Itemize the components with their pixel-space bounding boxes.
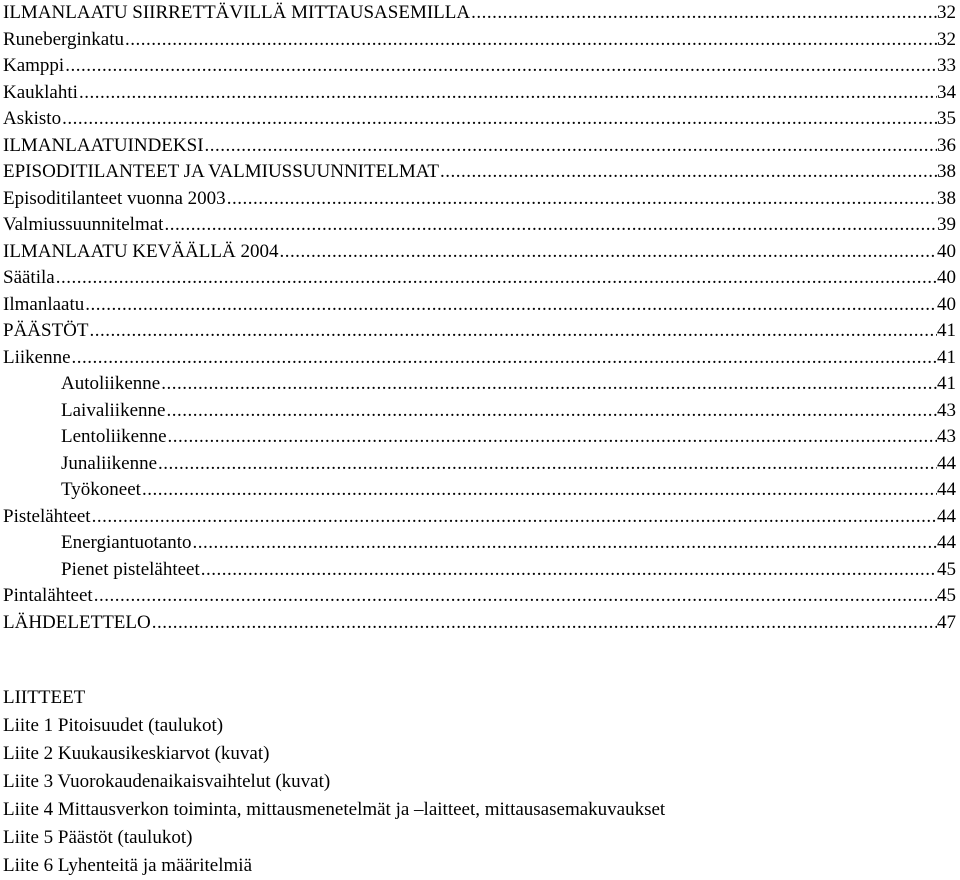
toc-entry-label: Episoditilanteet vuonna 2003 bbox=[3, 187, 226, 209]
toc-entry-page-number: 47 bbox=[937, 611, 956, 633]
appendix-item: Liite 6 Lyhenteitä ja määritelmiä bbox=[3, 855, 253, 876]
toc-entry-label: Liikenne bbox=[3, 346, 71, 368]
toc-entry[interactable] bbox=[3, 212, 956, 239]
toc-entry-page-number: 43 bbox=[937, 399, 956, 421]
toc-dot-leader bbox=[470, 0, 937, 27]
toc-entry[interactable] bbox=[3, 398, 956, 425]
toc-entry-label: Askisto bbox=[3, 108, 62, 129]
toc-entry-page-number: 32 bbox=[937, 2, 956, 23]
toc-entry[interactable] bbox=[3, 0, 956, 27]
toc-dot-leader bbox=[71, 345, 937, 372]
toc-entry[interactable] bbox=[3, 477, 956, 504]
toc-entry-page-number: 44 bbox=[937, 532, 956, 553]
toc-dot-leader bbox=[64, 53, 937, 80]
toc-entry-label: Säätila bbox=[3, 267, 55, 288]
toc-entry-label: Valmiussuunnitelmat bbox=[3, 214, 164, 235]
appendix-item: Liite 5 Päästöt (taulukot) bbox=[3, 827, 193, 848]
toc-entry[interactable] bbox=[3, 583, 956, 610]
appendix-section bbox=[3, 684, 956, 880]
appendix-item: Liite 3 Vuorokaudenaikaisvaihtelut (kuvat) bbox=[3, 771, 331, 792]
toc-entry[interactable] bbox=[3, 80, 956, 107]
toc-entry[interactable] bbox=[3, 345, 956, 372]
toc-entry-page-number: 41 bbox=[937, 373, 956, 394]
toc-entry-page-number: 45 bbox=[937, 558, 956, 580]
toc-dot-leader bbox=[278, 239, 937, 266]
appendix-list bbox=[3, 712, 956, 880]
toc-entry-page-number: 41 bbox=[937, 320, 956, 341]
toc-entry[interactable] bbox=[3, 27, 956, 54]
toc-entry-page-number: 33 bbox=[937, 55, 956, 76]
toc-entry[interactable] bbox=[3, 451, 956, 478]
toc-entry-label: Ilmanlaatu bbox=[3, 293, 85, 315]
toc-entry-page-number: 36 bbox=[937, 134, 956, 156]
toc-entry-page-number: 44 bbox=[937, 452, 956, 474]
toc-dot-leader bbox=[141, 477, 937, 504]
appendix-item: Liite 2 Kuukausikeskiarvot (kuvat) bbox=[3, 743, 270, 764]
toc-entry-label: LÄHDELETTELO bbox=[3, 611, 151, 633]
toc-dot-leader bbox=[55, 265, 937, 292]
toc-entry-page-number: 38 bbox=[937, 161, 956, 182]
toc-dot-leader bbox=[163, 212, 937, 239]
toc-entry-label: Kauklahti bbox=[3, 81, 78, 103]
toc-entry-label: PÄÄSTÖT bbox=[3, 320, 89, 341]
toc-entry[interactable] bbox=[3, 610, 956, 637]
toc-entry-page-number: 39 bbox=[937, 214, 956, 235]
toc-entry-page-number: 38 bbox=[937, 187, 956, 209]
toc-dot-leader bbox=[93, 583, 937, 610]
toc-entry[interactable] bbox=[3, 292, 956, 319]
toc-entry-page-number: 45 bbox=[937, 585, 956, 606]
toc-entry[interactable] bbox=[3, 424, 956, 451]
table-of-contents bbox=[3, 0, 956, 636]
toc-dot-leader bbox=[160, 371, 937, 398]
toc-entry-label: Työkoneet bbox=[61, 479, 141, 500]
toc-entry-label: Pintalähteet bbox=[3, 585, 93, 606]
toc-entry-label: Kamppi bbox=[3, 55, 65, 76]
toc-entry[interactable] bbox=[3, 159, 956, 186]
toc-entry-page-number: 35 bbox=[937, 108, 956, 129]
toc-entry-label: EPISODITILANTEET JA VALMIUSSUUNNITELMAT bbox=[3, 161, 439, 182]
toc-entry-page-number: 40 bbox=[937, 267, 956, 288]
toc-entry[interactable] bbox=[3, 318, 956, 345]
toc-entry[interactable] bbox=[3, 371, 956, 398]
toc-dot-leader bbox=[167, 424, 937, 451]
toc-dot-leader bbox=[124, 27, 937, 54]
toc-entry-page-number: 44 bbox=[937, 505, 956, 527]
toc-entry-label: Pienet pistelähteet bbox=[61, 558, 200, 580]
toc-entry[interactable] bbox=[3, 106, 956, 133]
toc-entry-label: Runeberginkatu bbox=[3, 28, 125, 50]
toc-entry[interactable] bbox=[3, 239, 956, 266]
toc-entry-page-number: 43 bbox=[937, 426, 956, 447]
toc-entry-page-number: 41 bbox=[937, 346, 956, 368]
toc-entry-page-number: 32 bbox=[937, 28, 956, 50]
toc-dot-leader bbox=[226, 186, 937, 213]
appendix-item: Liite 1 Pitoisuudet (taulukot) bbox=[3, 715, 224, 736]
toc-entry-label: ILMANLAATU SIIRRETTÄVILLÄ MITTAUSASEMILLA bbox=[3, 2, 471, 23]
toc-entry[interactable] bbox=[3, 53, 956, 80]
toc-dot-leader bbox=[78, 80, 937, 107]
toc-entry-label: Junaliikenne bbox=[61, 452, 158, 474]
toc-entry-label: ILMANLAATU KEVÄÄLLÄ 2004 bbox=[3, 240, 279, 262]
toc-dot-leader bbox=[91, 504, 937, 531]
toc-entry[interactable] bbox=[3, 186, 956, 213]
toc-entry-page-number: 40 bbox=[937, 240, 956, 262]
toc-dot-leader bbox=[89, 318, 937, 345]
toc-entry-label: Autoliikenne bbox=[61, 373, 161, 394]
toc-entry-page-number: 34 bbox=[937, 81, 956, 103]
toc-entry-label: ILMANLAATUINDEKSI bbox=[3, 134, 204, 156]
toc-entry-label: Laivaliikenne bbox=[61, 399, 166, 421]
appendix-item: Liite 4 Mittausverkon toiminta, mittausmenetelmät ja –laitteet, mittausasemakuvaukset bbox=[3, 799, 666, 820]
toc-dot-leader bbox=[84, 292, 937, 319]
toc-entry[interactable] bbox=[3, 504, 956, 531]
appendix-heading: LIITTEET bbox=[3, 687, 86, 708]
toc-entry-label: Lentoliikenne bbox=[61, 426, 167, 447]
toc-entry-page-number: 44 bbox=[937, 479, 956, 500]
toc-dot-leader bbox=[200, 557, 937, 584]
toc-entry-page-number: 40 bbox=[937, 293, 956, 315]
toc-dot-leader bbox=[204, 133, 937, 160]
toc-entry-label: Energiantuotanto bbox=[61, 532, 192, 553]
toc-dot-leader bbox=[157, 451, 937, 478]
toc-dot-leader bbox=[61, 106, 937, 133]
toc-entry[interactable] bbox=[3, 265, 956, 292]
toc-dot-leader bbox=[192, 530, 937, 557]
toc-dot-leader bbox=[439, 159, 937, 186]
toc-entry[interactable] bbox=[3, 557, 956, 584]
toc-entry[interactable] bbox=[3, 530, 956, 557]
toc-dot-leader bbox=[165, 398, 937, 425]
toc-entry[interactable] bbox=[3, 133, 956, 160]
toc-dot-leader bbox=[151, 610, 937, 637]
toc-entry-label: Pistelähteet bbox=[3, 505, 91, 527]
